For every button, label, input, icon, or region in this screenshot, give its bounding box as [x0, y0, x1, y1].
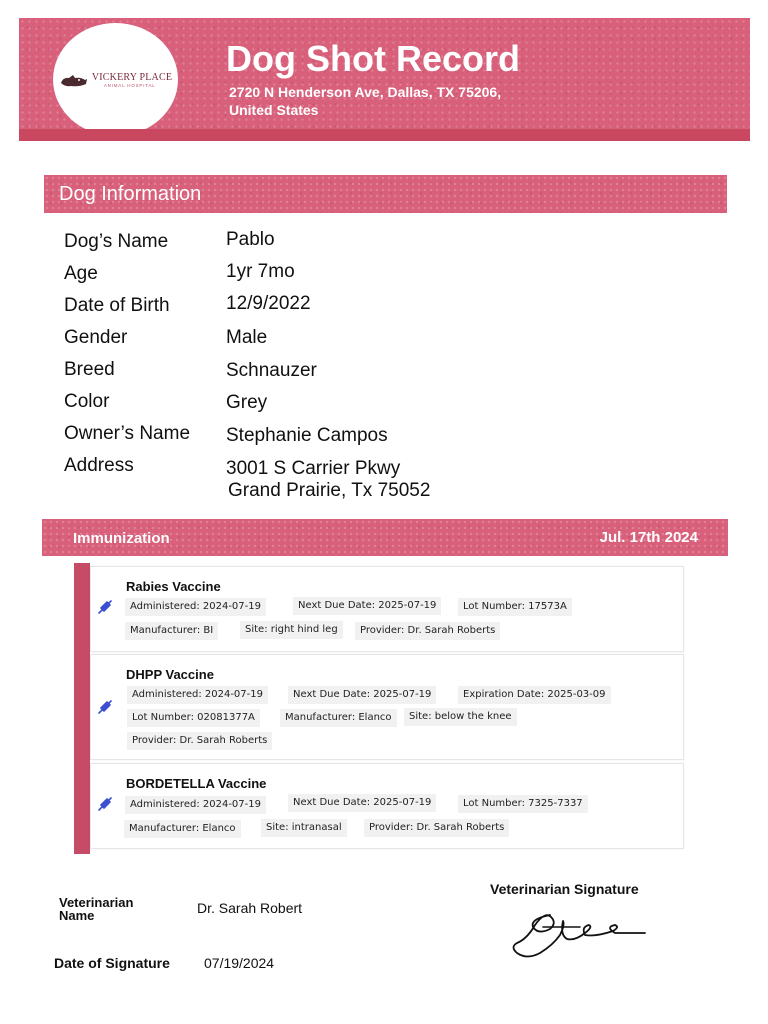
info-label: Address	[64, 455, 134, 476]
logo-name: VICKERY PLACE	[91, 71, 173, 83]
info-value: 12/9/2022	[226, 293, 311, 314]
vet-signature	[505, 905, 655, 965]
syringe-icon	[96, 797, 112, 813]
next-due-chip: Next Due Date: 2025-07-19	[288, 686, 436, 704]
manufacturer-chip: Manufacturer: BI	[125, 622, 218, 640]
lot-number-chip: Lot Number: 17573A	[458, 598, 572, 616]
administered-chip: Administered: 2024-07-19	[127, 686, 268, 704]
dog-information-bar	[44, 175, 727, 213]
info-value: 3001 S Carrier Pkwy	[226, 458, 401, 479]
clinic-logo	[53, 23, 178, 136]
info-label: Age	[64, 263, 98, 284]
vet-name-label: Veterinarian Name	[59, 895, 134, 923]
lot-number-chip: Lot Number: 02081377A	[127, 709, 260, 727]
info-label: Date of Birth	[64, 295, 170, 316]
provider-chip: Provider: Dr. Sarah Roberts	[364, 819, 509, 837]
info-label: Breed	[64, 359, 115, 380]
info-value: Male	[226, 327, 268, 348]
expiration-chip: Expiration Date: 2025-03-09	[458, 686, 611, 704]
manufacturer-chip: Manufacturer: Elanco	[280, 709, 397, 727]
site-chip: Site: right hind leg	[240, 621, 343, 639]
site-chip: Site: intranasal	[261, 819, 347, 837]
logo-subtitle: ANIMAL HOSPITAL	[103, 82, 156, 88]
address-line-1: 2720 N Henderson Ave, Dallas, TX 75206,	[229, 84, 502, 100]
info-value: Stephanie Campos	[226, 425, 388, 446]
info-value: Pablo	[226, 229, 275, 250]
dog-information-title: Dog Information	[59, 183, 202, 205]
lot-number-chip: Lot Number: 7325-7337	[458, 795, 588, 813]
clinic-address	[229, 83, 549, 119]
immunization-title: Immunization	[73, 530, 170, 547]
immunization-bar	[42, 519, 728, 556]
vaccine-card	[90, 654, 684, 760]
manufacturer-chip: Manufacturer: Elanco	[124, 820, 241, 838]
info-label: Owner’s Name	[64, 423, 191, 444]
syringe-icon	[96, 600, 112, 616]
vaccine-name: DHPP Vaccine	[126, 667, 214, 682]
header-banner	[19, 18, 750, 141]
info-value: Schnauzer	[226, 360, 317, 381]
header-strip	[19, 129, 750, 141]
info-label: Color	[64, 391, 110, 412]
info-label: Gender	[64, 327, 128, 348]
administered-chip: Administered: 2024-07-19	[125, 598, 266, 616]
vaccine-card	[90, 763, 684, 849]
next-due-chip: Next Due Date: 2025-07-19	[288, 794, 436, 812]
immunization-date: Jul. 17th 2024	[599, 529, 698, 546]
address-line-2-value: Grand Prairie, Tx 75052	[228, 480, 431, 501]
syringe-icon	[96, 700, 112, 716]
info-label: Dog’s Name	[64, 231, 169, 252]
signature-date-value: 07/19/2024	[204, 955, 275, 971]
provider-chip: Provider: Dr. Sarah Roberts	[355, 622, 500, 640]
page-title: Dog Shot Record	[226, 38, 520, 79]
administered-chip: Administered: 2024-07-19	[125, 796, 266, 814]
vaccine-card	[90, 566, 684, 652]
vaccine-list-accent	[74, 563, 90, 854]
vet-signature-label: Veterinarian Signature	[490, 881, 639, 897]
next-due-chip: Next Due Date: 2025-07-19	[293, 597, 441, 615]
pet-silhouette-icon	[59, 71, 89, 89]
vaccine-name: BORDETELLA Vaccine	[126, 776, 267, 791]
address-line-2: United States	[229, 102, 319, 118]
vaccine-name: Rabies Vaccine	[126, 579, 221, 594]
signature-date-label: Date of Signature	[54, 955, 170, 971]
site-chip: Site: below the knee	[404, 708, 517, 726]
vet-name-value: Dr. Sarah Robert	[197, 900, 303, 916]
info-value: Grey	[226, 392, 268, 413]
info-value: 1yr 7mo	[226, 261, 295, 282]
provider-chip: Provider: Dr. Sarah Roberts	[127, 732, 272, 750]
